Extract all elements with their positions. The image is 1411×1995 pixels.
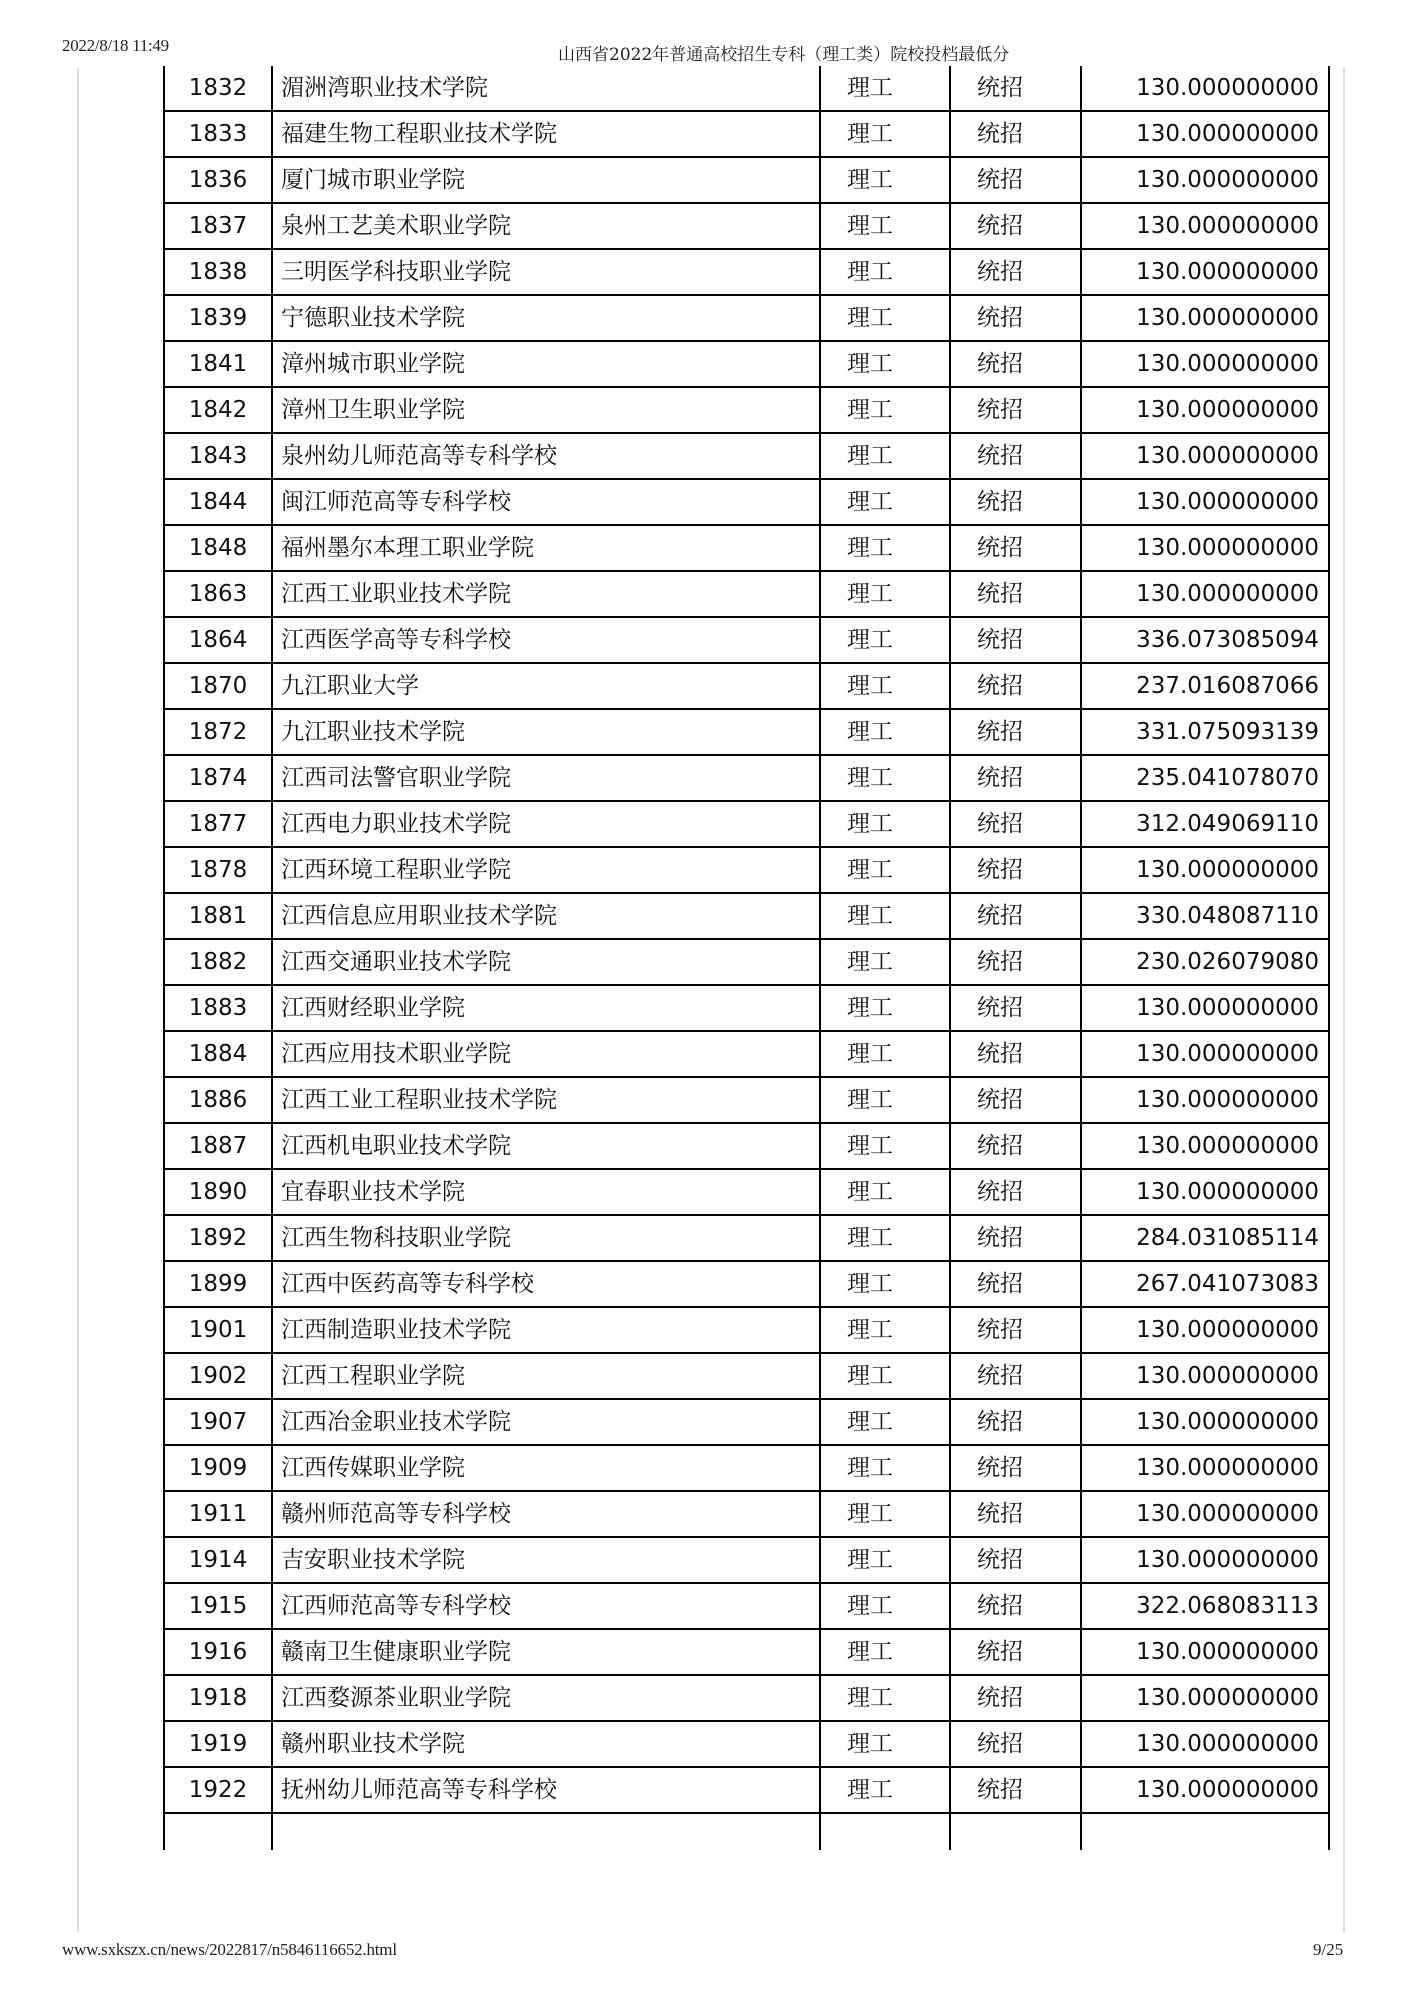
table-row: [164, 1215, 1329, 1261]
subject-type-cell: 理工: [820, 571, 950, 617]
subject-type-cell: 理工: [820, 249, 950, 295]
subject-type-cell: 理工: [820, 479, 950, 525]
admission-mode-cell: 统招: [950, 663, 1081, 709]
empty-cell: [1081, 1813, 1329, 1850]
table-row: [164, 1077, 1329, 1123]
subject-type-cell: 理工: [820, 1169, 950, 1215]
subject-type-cell: 理工: [820, 1675, 950, 1721]
table-row: [164, 1031, 1329, 1077]
empty-cell: [272, 1813, 820, 1850]
school-code-cell: 1909: [164, 1445, 272, 1491]
table-row: [164, 1169, 1329, 1215]
school-code-cell: 1884: [164, 1031, 272, 1077]
table-row: [164, 1261, 1329, 1307]
admission-score-table: [163, 66, 1330, 1850]
min-score-cell: 130.000000000: [1081, 1399, 1329, 1445]
min-score-cell: 130.000000000: [1081, 295, 1329, 341]
table-body: [164, 66, 1329, 1850]
admission-mode-cell: 统招: [950, 66, 1081, 111]
table-row: [164, 1123, 1329, 1169]
page-title: 山西省2022年普通高校招生专科（理工类）院校投档最低分: [558, 45, 1010, 65]
school-code-cell: 1901: [164, 1307, 272, 1353]
print-date-time: 2022/8/18 11:49: [62, 36, 169, 55]
min-score-cell: 130.000000000: [1081, 1445, 1329, 1491]
school-name-cell: 赣南卫生健康职业学院: [272, 1629, 820, 1675]
school-name-cell: 江西司法警官职业学院: [272, 755, 820, 801]
table-row: [164, 1583, 1329, 1629]
admission-mode-cell: 统招: [950, 1537, 1081, 1583]
admission-mode-cell: 统招: [950, 1675, 1081, 1721]
admission-mode-cell: 统招: [950, 203, 1081, 249]
subject-type-cell: 理工: [820, 1767, 950, 1813]
school-name-cell: 闽江师范高等专科学校: [272, 479, 820, 525]
school-code-cell: 1919: [164, 1721, 272, 1767]
school-name-cell: 江西医学高等专科学校: [272, 617, 820, 663]
empty-cell: [820, 1813, 950, 1850]
school-code-cell: 1832: [164, 66, 272, 111]
admission-mode-cell: 统招: [950, 893, 1081, 939]
table-row: [164, 847, 1329, 893]
school-name-cell: 江西制造职业技术学院: [272, 1307, 820, 1353]
admission-mode-cell: 统招: [950, 1767, 1081, 1813]
min-score-cell: 130.000000000: [1081, 157, 1329, 203]
admission-mode-cell: 统招: [950, 479, 1081, 525]
table-row: [164, 1675, 1329, 1721]
table-row: [164, 571, 1329, 617]
subject-type-cell: 理工: [820, 617, 950, 663]
school-code-cell: 1914: [164, 1537, 272, 1583]
subject-type-cell: 理工: [820, 847, 950, 893]
school-code-cell: 1864: [164, 617, 272, 663]
min-score-cell: 130.000000000: [1081, 985, 1329, 1031]
admission-mode-cell: 统招: [950, 617, 1081, 663]
subject-type-cell: 理工: [820, 1537, 950, 1583]
table-row: [164, 755, 1329, 801]
table-row: [164, 387, 1329, 433]
admission-mode-cell: 统招: [950, 1123, 1081, 1169]
school-name-cell: 宜春职业技术学院: [272, 1169, 820, 1215]
school-name-cell: 赣州师范高等专科学校: [272, 1491, 820, 1537]
school-name-cell: 泉州工艺美术职业学院: [272, 203, 820, 249]
school-code-cell: 1915: [164, 1583, 272, 1629]
admission-mode-cell: 统招: [950, 801, 1081, 847]
table-row: [164, 801, 1329, 847]
school-code-cell: 1886: [164, 1077, 272, 1123]
admission-mode-cell: 统招: [950, 1353, 1081, 1399]
min-score-cell: 130.000000000: [1081, 341, 1329, 387]
table-row: [164, 66, 1329, 111]
school-code-cell: 1922: [164, 1767, 272, 1813]
admission-mode-cell: 统招: [950, 939, 1081, 985]
admission-mode-cell: 统招: [950, 249, 1081, 295]
school-code-cell: 1837: [164, 203, 272, 249]
school-code-cell: 1839: [164, 295, 272, 341]
subject-type-cell: 理工: [820, 985, 950, 1031]
empty-cell: [950, 1813, 1081, 1850]
subject-type-cell: 理工: [820, 1261, 950, 1307]
admission-mode-cell: 统招: [950, 157, 1081, 203]
school-code-cell: 1870: [164, 663, 272, 709]
min-score-cell: 130.000000000: [1081, 1537, 1329, 1583]
subject-type-cell: 理工: [820, 1445, 950, 1491]
table-row: [164, 663, 1329, 709]
table-row: [164, 1445, 1329, 1491]
school-code-cell: 1833: [164, 111, 272, 157]
min-score-cell: 130.000000000: [1081, 1123, 1329, 1169]
school-code-cell: 1841: [164, 341, 272, 387]
school-code-cell: 1902: [164, 1353, 272, 1399]
school-code-cell: 1882: [164, 939, 272, 985]
min-score-cell: 130.000000000: [1081, 1721, 1329, 1767]
table-row: [164, 939, 1329, 985]
school-code-cell: 1842: [164, 387, 272, 433]
admission-mode-cell: 统招: [950, 111, 1081, 157]
source-url: www.sxkszx.cn/news/2022817/n5846116652.html: [62, 1940, 397, 1959]
school-code-cell: 1836: [164, 157, 272, 203]
min-score-cell: 130.000000000: [1081, 1767, 1329, 1813]
school-name-cell: 江西婺源茶业职业学院: [272, 1675, 820, 1721]
admission-mode-cell: 统招: [950, 1491, 1081, 1537]
subject-type-cell: 理工: [820, 893, 950, 939]
table-row: [164, 1721, 1329, 1767]
admission-mode-cell: 统招: [950, 295, 1081, 341]
admission-mode-cell: 统招: [950, 1629, 1081, 1675]
school-code-cell: 1899: [164, 1261, 272, 1307]
school-name-cell: 江西生物科技职业学院: [272, 1215, 820, 1261]
admission-mode-cell: 统招: [950, 1583, 1081, 1629]
min-score-cell: 230.026079080: [1081, 939, 1329, 985]
school-name-cell: 江西电力职业技术学院: [272, 801, 820, 847]
admission-mode-cell: 统招: [950, 985, 1081, 1031]
subject-type-cell: 理工: [820, 111, 950, 157]
subject-type-cell: 理工: [820, 203, 950, 249]
admission-mode-cell: 统招: [950, 1169, 1081, 1215]
subject-type-cell: 理工: [820, 525, 950, 571]
admission-mode-cell: 统招: [950, 387, 1081, 433]
school-name-cell: 江西工程职业学院: [272, 1353, 820, 1399]
subject-type-cell: 理工: [820, 1399, 950, 1445]
admission-mode-cell: 统招: [950, 1399, 1081, 1445]
school-code-cell: 1892: [164, 1215, 272, 1261]
admission-mode-cell: 统招: [950, 1077, 1081, 1123]
empty-cell: [164, 1813, 272, 1850]
subject-type-cell: 理工: [820, 939, 950, 985]
admission-mode-cell: 统招: [950, 847, 1081, 893]
school-code-cell: 1916: [164, 1629, 272, 1675]
school-code-cell: 1872: [164, 709, 272, 755]
school-code-cell: 1907: [164, 1399, 272, 1445]
admission-mode-cell: 统招: [950, 709, 1081, 755]
min-score-cell: 130.000000000: [1081, 66, 1329, 111]
table-row-empty: [164, 1813, 1329, 1850]
subject-type-cell: 理工: [820, 66, 950, 111]
min-score-cell: 130.000000000: [1081, 1031, 1329, 1077]
school-name-cell: 宁德职业技术学院: [272, 295, 820, 341]
school-name-cell: 漳州卫生职业学院: [272, 387, 820, 433]
table-row: [164, 1537, 1329, 1583]
min-score-cell: 130.000000000: [1081, 249, 1329, 295]
admission-mode-cell: 统招: [950, 1261, 1081, 1307]
school-code-cell: 1890: [164, 1169, 272, 1215]
table-row: [164, 1399, 1329, 1445]
min-score-cell: 130.000000000: [1081, 1675, 1329, 1721]
school-name-cell: 吉安职业技术学院: [272, 1537, 820, 1583]
school-code-cell: 1887: [164, 1123, 272, 1169]
subject-type-cell: 理工: [820, 1491, 950, 1537]
table-row: [164, 525, 1329, 571]
page-number: 9/25: [1313, 1940, 1344, 1959]
subject-type-cell: 理工: [820, 341, 950, 387]
min-score-cell: 130.000000000: [1081, 1077, 1329, 1123]
min-score-cell: 322.068083113: [1081, 1583, 1329, 1629]
admission-mode-cell: 统招: [950, 1721, 1081, 1767]
subject-type-cell: 理工: [820, 295, 950, 341]
school-name-cell: 泉州幼儿师范高等专科学校: [272, 433, 820, 479]
min-score-cell: 130.000000000: [1081, 1307, 1329, 1353]
school-code-cell: 1883: [164, 985, 272, 1031]
table-row: [164, 157, 1329, 203]
subject-type-cell: 理工: [820, 1629, 950, 1675]
min-score-cell: 130.000000000: [1081, 433, 1329, 479]
subject-type-cell: 理工: [820, 1307, 950, 1353]
min-score-cell: 312.049069110: [1081, 801, 1329, 847]
min-score-cell: 130.000000000: [1081, 479, 1329, 525]
admission-mode-cell: 统招: [950, 341, 1081, 387]
min-score-cell: 336.073085094: [1081, 617, 1329, 663]
min-score-cell: 130.000000000: [1081, 203, 1329, 249]
school-code-cell: 1844: [164, 479, 272, 525]
school-code-cell: 1877: [164, 801, 272, 847]
min-score-cell: 284.031085114: [1081, 1215, 1329, 1261]
min-score-cell: 130.000000000: [1081, 1169, 1329, 1215]
school-name-cell: 福建生物工程职业技术学院: [272, 111, 820, 157]
admission-mode-cell: 统招: [950, 1307, 1081, 1353]
admission-mode-cell: 统招: [950, 571, 1081, 617]
school-name-cell: 江西机电职业技术学院: [272, 1123, 820, 1169]
school-name-cell: 江西中医药高等专科学校: [272, 1261, 820, 1307]
table-row: [164, 111, 1329, 157]
min-score-cell: 235.041078070: [1081, 755, 1329, 801]
school-name-cell: 福州墨尔本理工职业学院: [272, 525, 820, 571]
admission-mode-cell: 统招: [950, 755, 1081, 801]
min-score-cell: 130.000000000: [1081, 111, 1329, 157]
table-row: [164, 709, 1329, 755]
admission-mode-cell: 统招: [950, 1031, 1081, 1077]
table-row: [164, 1491, 1329, 1537]
table-row: [164, 1353, 1329, 1399]
min-score-cell: 130.000000000: [1081, 847, 1329, 893]
table-row: [164, 1767, 1329, 1813]
school-code-cell: 1874: [164, 755, 272, 801]
min-score-cell: 237.016087066: [1081, 663, 1329, 709]
subject-type-cell: 理工: [820, 1077, 950, 1123]
school-name-cell: 江西工业职业技术学院: [272, 571, 820, 617]
table-row: [164, 203, 1329, 249]
school-code-cell: 1878: [164, 847, 272, 893]
school-name-cell: 漳州城市职业学院: [272, 341, 820, 387]
school-code-cell: 1863: [164, 571, 272, 617]
min-score-cell: 130.000000000: [1081, 387, 1329, 433]
school-name-cell: 赣州职业技术学院: [272, 1721, 820, 1767]
table-row: [164, 1629, 1329, 1675]
school-name-cell: 江西财经职业学院: [272, 985, 820, 1031]
table-row: [164, 1307, 1329, 1353]
subject-type-cell: 理工: [820, 755, 950, 801]
subject-type-cell: 理工: [820, 387, 950, 433]
school-name-cell: 江西交通职业技术学院: [272, 939, 820, 985]
school-name-cell: 九江职业大学: [272, 663, 820, 709]
min-score-cell: 130.000000000: [1081, 525, 1329, 571]
table-row: [164, 985, 1329, 1031]
admission-mode-cell: 统招: [950, 433, 1081, 479]
table-row: [164, 295, 1329, 341]
school-name-cell: 三明医学科技职业学院: [272, 249, 820, 295]
table-row: [164, 341, 1329, 387]
school-name-cell: 江西信息应用职业技术学院: [272, 893, 820, 939]
min-score-cell: 130.000000000: [1081, 1353, 1329, 1399]
school-name-cell: 厦门城市职业学院: [272, 157, 820, 203]
table-row: [164, 433, 1329, 479]
school-code-cell: 1881: [164, 893, 272, 939]
table-row: [164, 479, 1329, 525]
min-score-cell: 130.000000000: [1081, 571, 1329, 617]
school-name-cell: 九江职业技术学院: [272, 709, 820, 755]
school-code-cell: 1843: [164, 433, 272, 479]
school-name-cell: 江西环境工程职业学院: [272, 847, 820, 893]
school-name-cell: 江西冶金职业技术学院: [272, 1399, 820, 1445]
subject-type-cell: 理工: [820, 433, 950, 479]
table-row: [164, 617, 1329, 663]
subject-type-cell: 理工: [820, 709, 950, 755]
school-name-cell: 江西工业工程职业技术学院: [272, 1077, 820, 1123]
school-name-cell: 抚州幼儿师范高等专科学校: [272, 1767, 820, 1813]
school-code-cell: 1848: [164, 525, 272, 571]
table-row: [164, 893, 1329, 939]
subject-type-cell: 理工: [820, 1721, 950, 1767]
subject-type-cell: 理工: [820, 1215, 950, 1261]
subject-type-cell: 理工: [820, 1353, 950, 1399]
subject-type-cell: 理工: [820, 663, 950, 709]
min-score-cell: 130.000000000: [1081, 1629, 1329, 1675]
school-name-cell: 江西应用技术职业学院: [272, 1031, 820, 1077]
subject-type-cell: 理工: [820, 157, 950, 203]
admission-mode-cell: 统招: [950, 1215, 1081, 1261]
school-code-cell: 1911: [164, 1491, 272, 1537]
min-score-cell: 330.048087110: [1081, 893, 1329, 939]
subject-type-cell: 理工: [820, 1583, 950, 1629]
subject-type-cell: 理工: [820, 1031, 950, 1077]
min-score-cell: 130.000000000: [1081, 1491, 1329, 1537]
school-name-cell: 江西传媒职业学院: [272, 1445, 820, 1491]
school-code-cell: 1918: [164, 1675, 272, 1721]
subject-type-cell: 理工: [820, 1123, 950, 1169]
table-row: [164, 249, 1329, 295]
school-name-cell: 湄洲湾职业技术学院: [272, 66, 820, 111]
school-name-cell: 江西师范高等专科学校: [272, 1583, 820, 1629]
school-code-cell: 1838: [164, 249, 272, 295]
admission-mode-cell: 统招: [950, 1445, 1081, 1491]
min-score-cell: 267.041073083: [1081, 1261, 1329, 1307]
min-score-cell: 331.075093139: [1081, 709, 1329, 755]
admission-mode-cell: 统招: [950, 525, 1081, 571]
subject-type-cell: 理工: [820, 801, 950, 847]
